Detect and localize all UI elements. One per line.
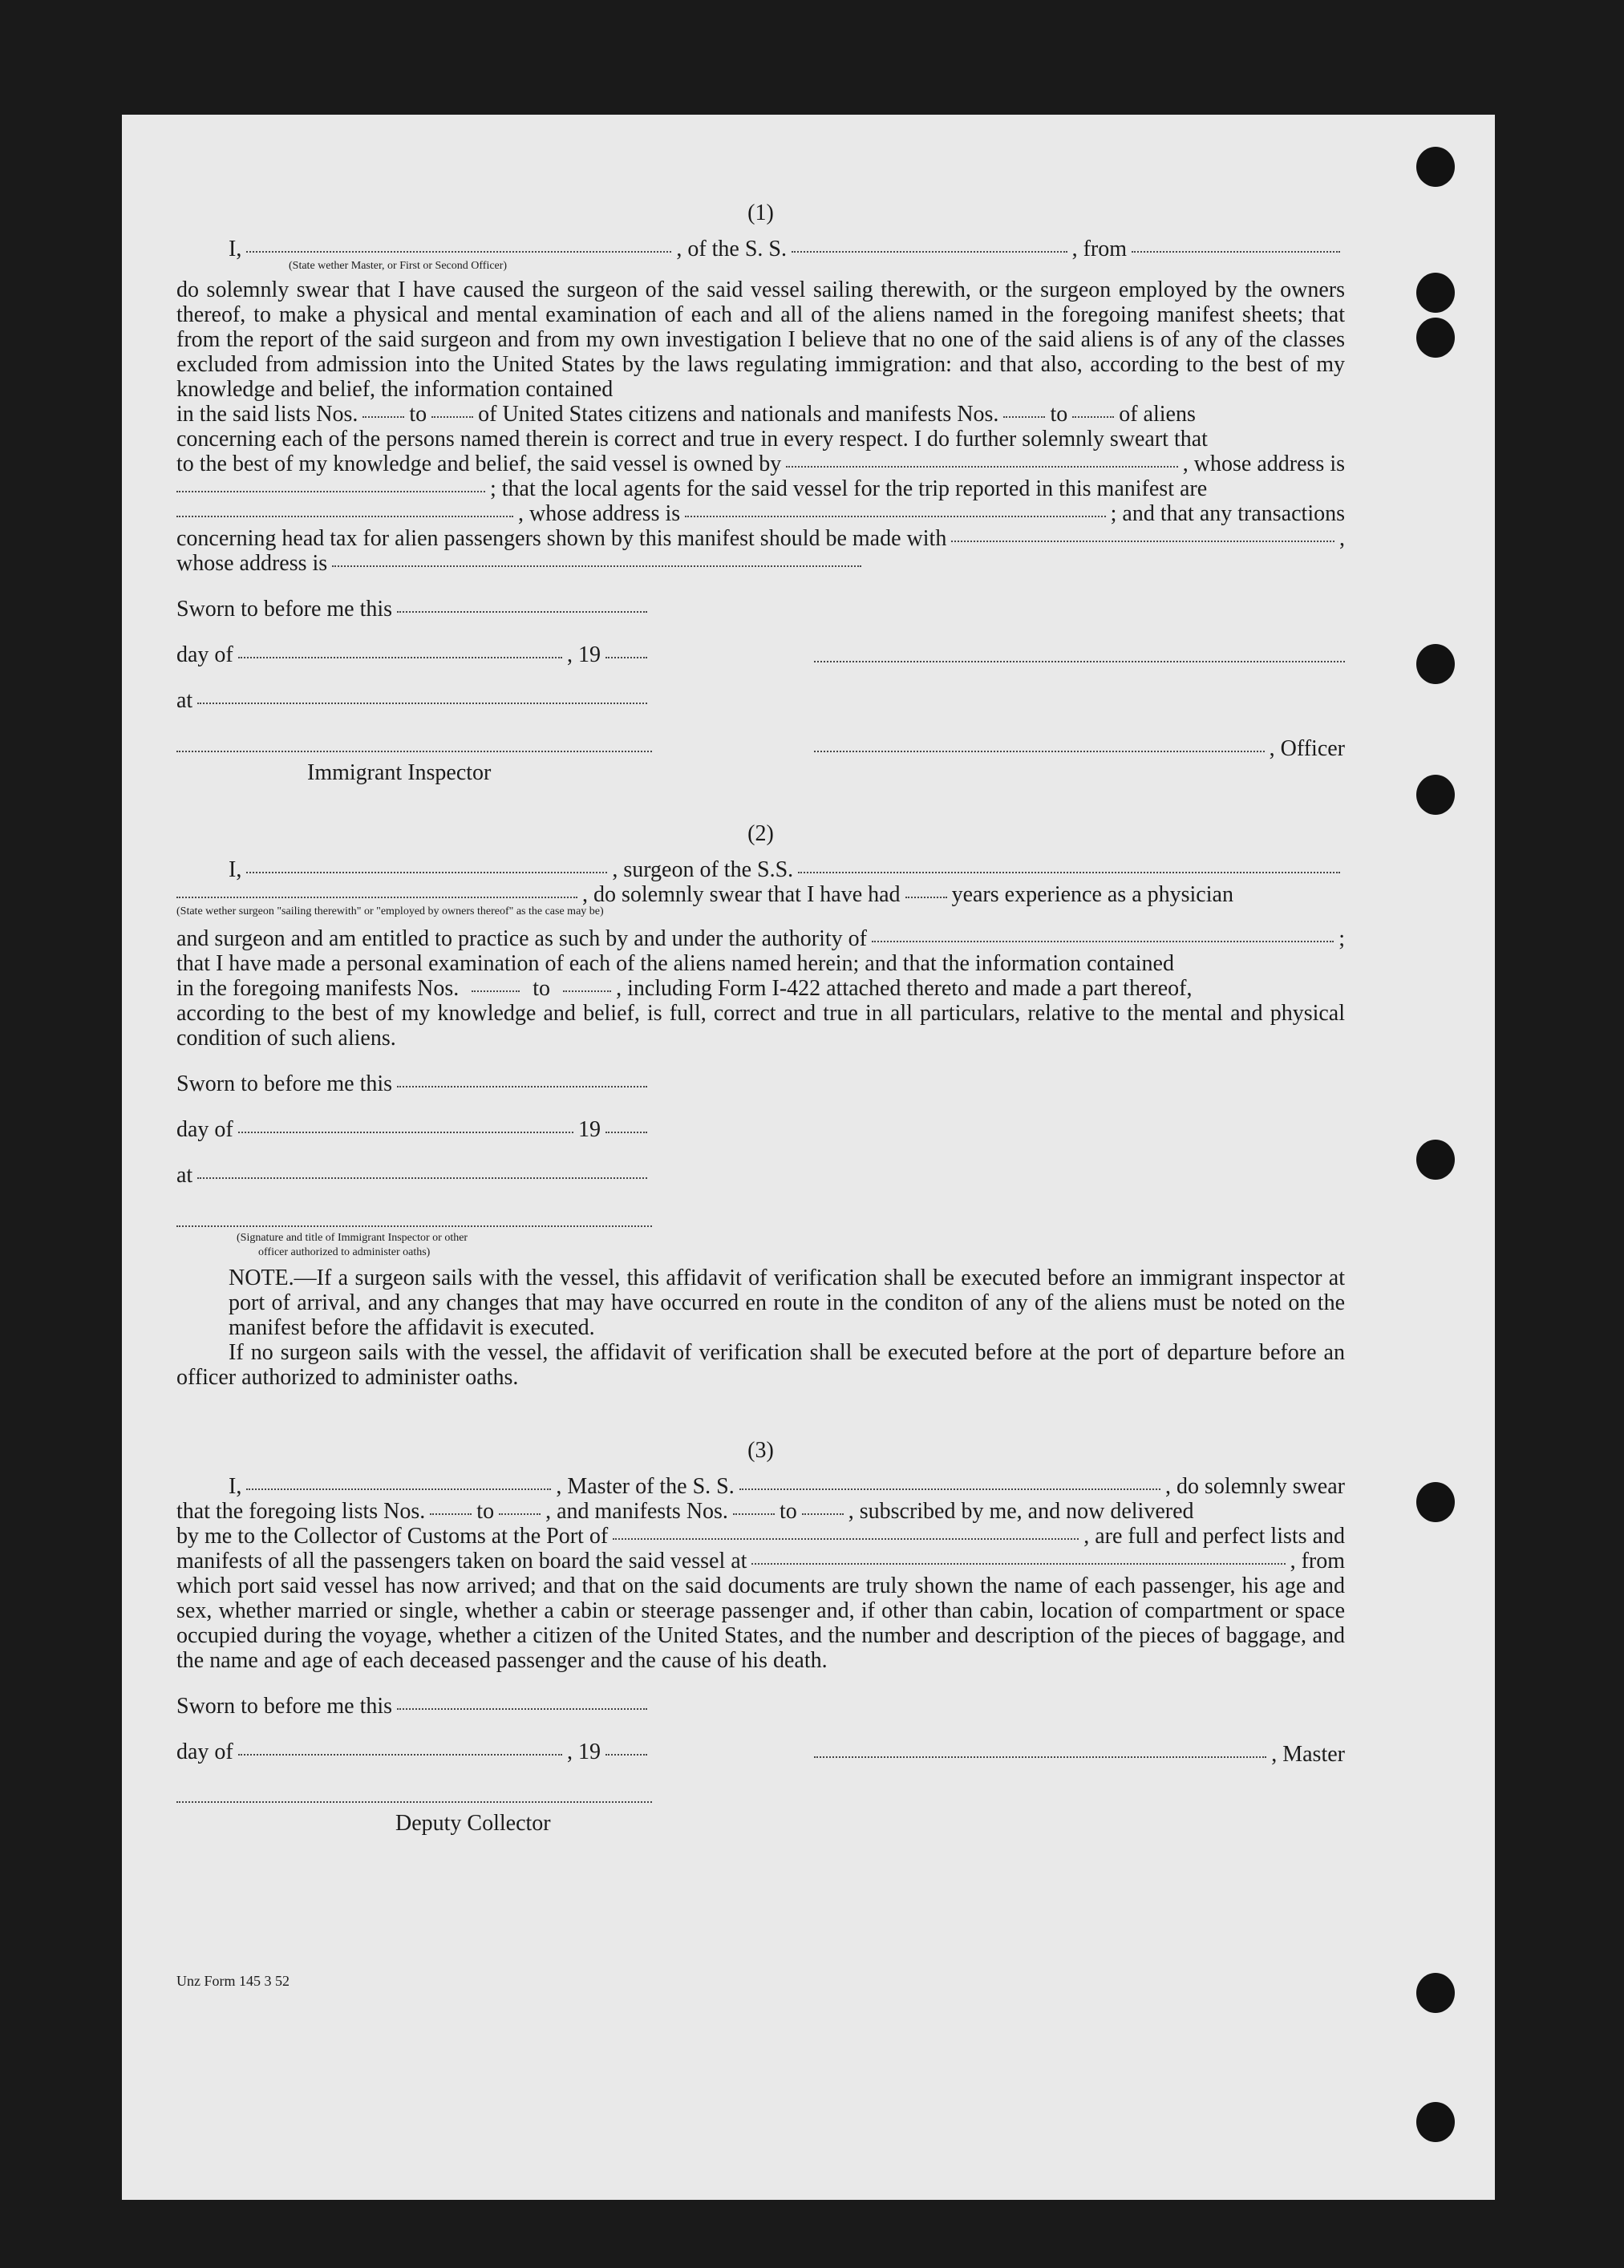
- text: that the foregoing lists Nos.: [176, 1499, 426, 1524]
- binder-hole: [1416, 318, 1455, 358]
- form-identifier: Unz Form 145 3 52: [176, 1973, 290, 1989]
- text: , of the S. S.: [676, 237, 788, 261]
- text: 19: [578, 1117, 601, 1142]
- authority-field[interactable]: [872, 941, 1334, 942]
- text: , whose address is: [518, 501, 681, 526]
- text: concerning head tax for alien passengers shown by this manifest should be made with: [176, 526, 947, 551]
- text: of aliens: [1119, 402, 1196, 427]
- at-field[interactable]: [197, 1177, 647, 1179]
- day-line: [176, 1739, 652, 1785]
- sworn-line: [176, 597, 652, 642]
- years-field[interactable]: [905, 897, 947, 898]
- at-line: [176, 1163, 652, 1209]
- text: , and manifests Nos.: [545, 1499, 728, 1524]
- officer-name-field[interactable]: [246, 251, 671, 253]
- text: at: [176, 688, 193, 713]
- agent-address-field[interactable]: [685, 516, 1105, 517]
- paragraph: that I have made a personal examination of each of the aliens named herein; and that the information contained: [176, 951, 1174, 976]
- signature-hint: (Signature and title of Immigrant Inspector or other: [237, 1232, 468, 1244]
- headtax-field[interactable]: [951, 541, 1334, 542]
- officer-signature-line: [814, 736, 1345, 761]
- binder-hole: [1416, 1482, 1455, 1522]
- text: by me to the Collector of Customs at the Port of: [176, 1524, 609, 1549]
- text: , 19: [567, 1739, 601, 1764]
- text: years experience as a physician: [951, 882, 1233, 907]
- text: , are full and perfect lists and: [1083, 1524, 1345, 1549]
- year-field[interactable]: [605, 1132, 647, 1133]
- section-number: (1): [747, 200, 774, 225]
- text: , subscribed by me, and now delivered: [848, 1499, 1194, 1524]
- master-signature-line: [814, 1742, 1345, 1767]
- day-field[interactable]: [238, 1132, 573, 1133]
- sworn-block: [176, 1694, 1345, 1836]
- owner-field[interactable]: [786, 466, 1178, 468]
- text: ;: [1338, 926, 1345, 951]
- at-field[interactable]: [197, 703, 647, 704]
- headtax-line: [176, 526, 1345, 551]
- officer-line: [176, 237, 1345, 261]
- master-line: [176, 1474, 1345, 1499]
- at-line: [176, 688, 652, 734]
- master-name-field[interactable]: [246, 1488, 551, 1490]
- text: of United States citizens and nationals and manifests Nos.: [478, 402, 999, 427]
- from-field[interactable]: [1132, 251, 1340, 253]
- officer-signature-upper-field[interactable]: [814, 661, 1345, 662]
- text: to: [779, 1499, 797, 1524]
- section-number: (3): [747, 1438, 774, 1463]
- text: to: [409, 402, 427, 427]
- note-section: [176, 1266, 1345, 1390]
- text: , Master: [1271, 1742, 1345, 1767]
- list-to-field[interactable]: [499, 1513, 541, 1515]
- owner-address-field[interactable]: [176, 491, 485, 492]
- paragraph: which port said vessel has now arrived; and that on the said documents are truly shown the name of each passenger, his age and sex, whether married or single, whether a cabin or steerage passenger and, if other than cabin, location of compartment or space occupied during the voyage, whether a citizen of the United States, and the number and description of the pieces of baggage, and the name and age of each deceased passenger and the cause of his death.: [176, 1573, 1345, 1673]
- text: day of: [176, 642, 233, 667]
- binder-hole: [1416, 273, 1455, 313]
- paragraph: according to the best of my knowledge and belief, is full, correct and true in all particulars, relative to the mental and physical condition of such aliens.: [176, 1001, 1345, 1051]
- paragraph: concerning each of the persons named therein is correct and true in every respect. I do further solemnly sweart that: [176, 427, 1208, 452]
- manifest-to-field[interactable]: [1072, 416, 1114, 418]
- headtax-address-field[interactable]: [332, 565, 861, 567]
- list-from-field[interactable]: [430, 1513, 472, 1515]
- year-field[interactable]: [605, 657, 647, 658]
- binder-hole: [1416, 2102, 1455, 2142]
- deputy-caption: Deputy Collector: [395, 1811, 551, 1836]
- section-master-oath: [176, 200, 1345, 785]
- text: Sworn to before me this: [176, 597, 393, 622]
- agents-field[interactable]: [176, 516, 513, 517]
- owner-line: [176, 452, 1345, 476]
- agent-address-line: [176, 501, 1345, 526]
- surgeon-type-field[interactable]: [176, 897, 577, 898]
- port-line: [176, 1524, 1345, 1549]
- text: I,: [229, 857, 242, 882]
- text: , Officer: [1269, 736, 1345, 761]
- day-field[interactable]: [238, 1754, 562, 1756]
- text: in the foregoing manifests Nos.: [176, 976, 460, 1001]
- section-number: (2): [747, 821, 774, 846]
- affidavit-content: [176, 200, 1345, 1836]
- text: , Master of the S. S.: [556, 1474, 735, 1499]
- text: , including Form I-422 attached thereto and made a part thereof,: [616, 976, 1193, 1001]
- experience-line: [176, 882, 1345, 907]
- master-signature-field[interactable]: [814, 1756, 1266, 1758]
- sworn-line: [176, 1694, 652, 1739]
- inspector-signature-field[interactable]: [176, 751, 652, 752]
- port-field[interactable]: [613, 1538, 1079, 1540]
- deputy-signature-field[interactable]: [176, 1801, 652, 1803]
- list-to-field[interactable]: [431, 416, 473, 418]
- boarded-line: [176, 1549, 1345, 1573]
- boarded-port-field[interactable]: [751, 1563, 1285, 1565]
- section-master-lists-oath: [176, 1438, 1345, 1836]
- inspector-caption: Immigrant Inspector: [307, 760, 492, 785]
- text: I,: [229, 237, 242, 261]
- manifest-from-field[interactable]: [1003, 416, 1045, 418]
- list-from-field[interactable]: [362, 416, 404, 418]
- binder-hole: [1416, 644, 1455, 684]
- text: manifests of all the passengers taken on board the said vessel at: [176, 1549, 747, 1573]
- manifest-from-field[interactable]: [733, 1513, 775, 1515]
- note-text: NOTE.—If a surgeon sails with the vessel, this affidavit of verification shall be executed before an immigrant inspector at port of arrival, and any changes that may have occurred en route in the conditon of any of the aliens must be noted on the manifest before the affidavit is executed.: [229, 1266, 1345, 1340]
- binder-hole: [1416, 147, 1455, 187]
- lists-line: [176, 1499, 1345, 1524]
- surgeon-name-field[interactable]: [246, 872, 607, 873]
- signature-hint: officer authorized to administer oaths): [258, 1246, 431, 1258]
- paragraph: do solemnly swear that I have caused the surgeon of the said vessel sailing therewith, or the surgeon employed by the owners thereof, to make a physical and mental examination of each and all of the aliens named in the foregoing manifest sheets; that from the report of the said surgeon and from my own investigation I believe that no one of the said aliens is of any of the classes excluded from admission into the United States by the laws regulating immigration: and that also, according to the best of my knowledge and belief, the information contained: [176, 277, 1345, 402]
- inspector-signature-field[interactable]: [176, 1225, 652, 1227]
- surgeon-hint: (State wether surgeon "sailing therewith" or "employed by owners thereof" as the case may be): [176, 905, 604, 917]
- binder-hole: [1416, 1140, 1455, 1180]
- officer-hint: (State wether Master, or First or Second Officer): [289, 260, 508, 272]
- vessel-field[interactable]: [792, 251, 1067, 253]
- manifests-line: [176, 976, 1345, 1001]
- surgeon-line: [176, 857, 1345, 882]
- sworn-block: [176, 597, 1345, 785]
- manifest-to-field[interactable]: [563, 990, 611, 992]
- binder-hole: [1416, 775, 1455, 815]
- sworn-date-field[interactable]: [397, 1086, 647, 1087]
- manifest-to-field[interactable]: [802, 1513, 844, 1515]
- text: , do solemnly swear: [1165, 1474, 1345, 1499]
- day-field[interactable]: [238, 657, 562, 658]
- text: to: [476, 1499, 495, 1524]
- year-field[interactable]: [605, 1754, 647, 1756]
- text: , surgeon of the S.S.: [612, 857, 794, 882]
- text: to the best of my knowledge and belief, the said vessel is owned by: [176, 452, 782, 476]
- whose-address-line: [176, 551, 1345, 576]
- manifest-from-field[interactable]: [472, 990, 520, 992]
- text: ,: [1339, 526, 1345, 551]
- text: , from: [1290, 1549, 1345, 1573]
- text: whose address is: [176, 551, 328, 576]
- officer-signature-field[interactable]: [814, 751, 1265, 752]
- authority-line: [176, 926, 1345, 951]
- note-paragraph: [176, 1340, 1345, 1390]
- text: Sworn to before me this: [176, 1071, 393, 1096]
- surgeon-vessel-field[interactable]: [798, 872, 1340, 873]
- vessel-field[interactable]: [739, 1488, 1160, 1490]
- text: day of: [176, 1117, 233, 1142]
- text: and surgeon and am entitled to practice as such by and under the authority of: [176, 926, 867, 951]
- sworn-date-field[interactable]: [397, 1708, 647, 1710]
- text: at: [176, 1163, 193, 1188]
- section-surgeon-oath: [176, 821, 1345, 1256]
- sworn-block: [176, 1071, 1345, 1256]
- text: , do solemnly swear that I have had: [582, 882, 901, 907]
- note-paragraph: [176, 1266, 1345, 1340]
- text: , from: [1071, 237, 1127, 261]
- day-line: [176, 1117, 652, 1163]
- text: ; that the local agents for the said vessel for the trip reported in this manifest are: [490, 476, 1208, 501]
- sworn-line: [176, 1071, 652, 1117]
- lists-line: [176, 402, 1345, 427]
- text: Sworn to before me this: [176, 1694, 393, 1719]
- day-line: [176, 642, 652, 688]
- sworn-date-field[interactable]: [397, 611, 647, 613]
- text: I,: [229, 1474, 242, 1499]
- text: day of: [176, 1739, 233, 1764]
- text: in the said lists Nos.: [176, 402, 358, 427]
- text: , whose address is: [1182, 452, 1345, 476]
- text: to: [533, 976, 551, 1001]
- text: to: [1050, 402, 1068, 427]
- binder-hole: [1416, 1973, 1455, 2013]
- note-text: If no surgeon sails with the vessel, the affidavit of verification shall be executed before at the port of departure before an officer authorized to administer oaths.: [176, 1340, 1345, 1390]
- agents-line: [176, 476, 1345, 501]
- text: ; and that any transactions: [1110, 501, 1345, 526]
- text: , 19: [567, 642, 601, 667]
